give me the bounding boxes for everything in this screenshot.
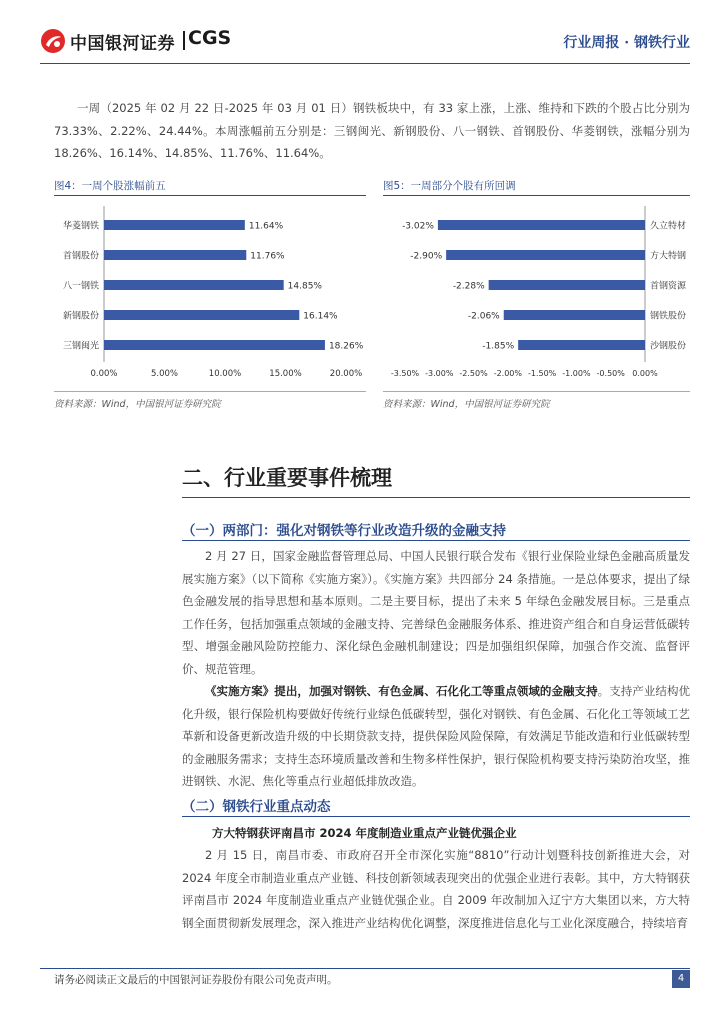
figure4-bar (104, 280, 284, 290)
logo-company-abbr: CGS (188, 27, 232, 49)
figure4-value-label: 11.76% (250, 251, 285, 262)
figure5-category-label: 钢铁股份 (650, 311, 687, 322)
subsection1-line (182, 540, 690, 541)
figure4-x-tick: 0.00% (90, 369, 118, 379)
figure5-source: 资料来源：Wind，中国银河证券研究院 (383, 399, 550, 410)
figure4-title-line (54, 195, 366, 196)
paragraph2-rest: 。支持产业结构优化升级，银行保险机构要做好传统行业绿色低碳转型，强化对钢铁、有色金属、石化化工等领域工艺革新和设备更新改造升级的中长期贷款支持，提供保险风险保障，有效满足节能改造和行业低碳转型的金融服务需求；支持生态环境质量改善和生物多样性保护，银行保险机构要支持污染防治攻坚，推进钢铁、水泥、焦化等重点行业超低排放改造。 (182, 684, 690, 788)
figure4-category-label: 首钢股份 (62, 251, 99, 262)
figure5-x-tick: -2.50% (459, 369, 488, 378)
figure5-title-line (383, 195, 690, 196)
report-type-label: 行业周报 · 钢铁行业 (563, 35, 690, 51)
figure4-source-line (54, 391, 366, 392)
figure5-source-line (383, 391, 690, 392)
logo-company-name: 中国银河证券 (70, 34, 175, 54)
subsection2-heading: （二）钢铁行业重点动态 (182, 799, 331, 815)
figure4-source: 资料来源：Wind，中国银河证券研究院 (54, 399, 221, 410)
figure4-bar (104, 340, 325, 350)
figure5-category-label: 久立特材 (650, 221, 687, 232)
figure4-x-tick: 5.00% (150, 369, 179, 379)
figure5-chart (383, 200, 690, 385)
header-divider (40, 63, 690, 64)
intro-paragraph (54, 97, 690, 165)
paragraph2-bold-lead: 《实施方案》提出，加强对钢铁、有色金属、石化化工等重点领域的金融支持 (205, 684, 598, 698)
section-heading-line (182, 497, 690, 498)
subsection1-heading: （一）两部门：强化对钢铁等行业改造升级的金融支持 (182, 523, 506, 539)
figure5-category-label: 首钢资源 (650, 281, 687, 292)
figure5-value-label: -3.02% (402, 221, 434, 232)
figure5-x-tick: 0.00% (632, 369, 658, 378)
figure4-category-label: 八一钢铁 (62, 281, 99, 292)
figure5-value-label: -2.06% (467, 311, 500, 322)
subsection2-body (182, 844, 690, 944)
figure5-value-label: -1.85% (482, 341, 515, 352)
news-item-paragraph: 2 月 15 日，南昌市委、市政府召开全市深化实施“8810”行动计划暨科技创新推进大会，对 2024 年度全市制造业重点产业链、科技创新领域表现突出的优强企业进行表彰。其中，方大特钢获评南昌市 2024 年度制造业重点产业链优强企业。自 2009 年改制加入辽宁方大集团以来，方大特钢全面贯彻新发展理念，深入推进产业结构优化调整，深度推进信息化与工业化深度融合，持续培育 (182, 848, 690, 930)
figure5-value-label: -2.28% (452, 281, 485, 292)
figure5-bar (438, 220, 645, 230)
figure5-bar (504, 310, 645, 320)
figure5-category-label: 沙钢股份 (650, 341, 687, 352)
figure5-value-label: -2.90% (410, 251, 443, 262)
figure4-category-label: 三钢闽光 (62, 341, 99, 352)
figure4-value-label: 18.26% (328, 341, 364, 352)
figure5-bar (518, 340, 645, 350)
footer-divider (40, 968, 690, 969)
figure4-bar (104, 310, 299, 320)
figure5-category-label: 方大特钢 (650, 251, 687, 262)
intro-text: 一周（2025 年 02 月 22 日-2025 年 03 月 01 日）钢铁板块中，有 33 家上涨，上涨、维持和下跌的个股占比分别为 73.33%、2.22%、24.44%。本周涨幅前五分别是：三钢闽光、新钢股份、八一钢铁、首钢股份、华菱钢铁，涨幅分别为 18.26%、16.14%、14.85%、11.76%、11.64%。 (54, 101, 690, 160)
subsection1-body (182, 545, 690, 793)
section-heading: 二、行业重要事件梳理 (182, 465, 392, 490)
figure5-bar (489, 280, 645, 290)
figure4-category-label: 华菱钢铁 (62, 221, 99, 232)
figure4-value-label: 14.85% (287, 281, 323, 292)
figure5-bar (446, 250, 645, 260)
figure5-x-tick: -1.00% (562, 369, 591, 378)
page-number: 4 (672, 970, 690, 988)
figure5-title: 图5：一周部分个股有所回调 (383, 180, 516, 192)
figure4-bar (104, 250, 246, 260)
figure5-x-tick: -3.00% (425, 369, 454, 378)
figure4-category-label: 新钢股份 (62, 311, 99, 322)
figure5-x-tick: -3.50% (390, 369, 420, 378)
logo-separator (183, 31, 185, 50)
figure5-x-tick: -1.50% (527, 369, 557, 378)
subsection1-paragraph2 (182, 680, 690, 793)
footer-disclaimer: 请务必阅读正文最后的中国银河证券股份有限公司免责声明。 (54, 974, 338, 986)
figure4-chart (54, 200, 366, 385)
figure5-x-tick: -2.00% (493, 369, 523, 378)
figure4-title: 图4：一周个股涨幅前五 (54, 180, 166, 192)
figure4-x-tick: 15.00% (269, 369, 302, 379)
figure4-x-tick: 10.00% (208, 369, 242, 379)
figure4-x-tick: 20.00% (329, 369, 363, 379)
figure5-x-tick: -0.50% (596, 369, 625, 378)
news-item-title: 方大特钢获评南昌市 2024 年度制造业重点产业链优强企业 (212, 826, 517, 840)
subsection1-paragraph1: 2 月 27 日，国家金融监督管理总局、中国人民银行联合发布《银行业保险业绿色金融高质量发展实施方案》（以下简称《实施方案》）。《实施方案》共四部分 24 条措施。一是总体要求，提出了绿色金融发展的指导思想和基本原则。二是主要目标，提出了未来 5 年绿色金融发展目标。三是重点工作任务，包括加强重点领域的金融支持、完善绿色金融服务体系、推进资产组合和自身运营低碳转型、增强金融风险防控能力、深化绿色金融机制建设；四是加强组织保障，加强合作交流、监督评价、规范管理。 (182, 549, 690, 676)
figure4-value-label: 11.64% (248, 221, 284, 232)
figure4-bar (104, 220, 245, 230)
company-logo-icon (40, 28, 66, 54)
subsection2-line (182, 816, 690, 817)
figure4-value-label: 16.14% (303, 311, 338, 322)
